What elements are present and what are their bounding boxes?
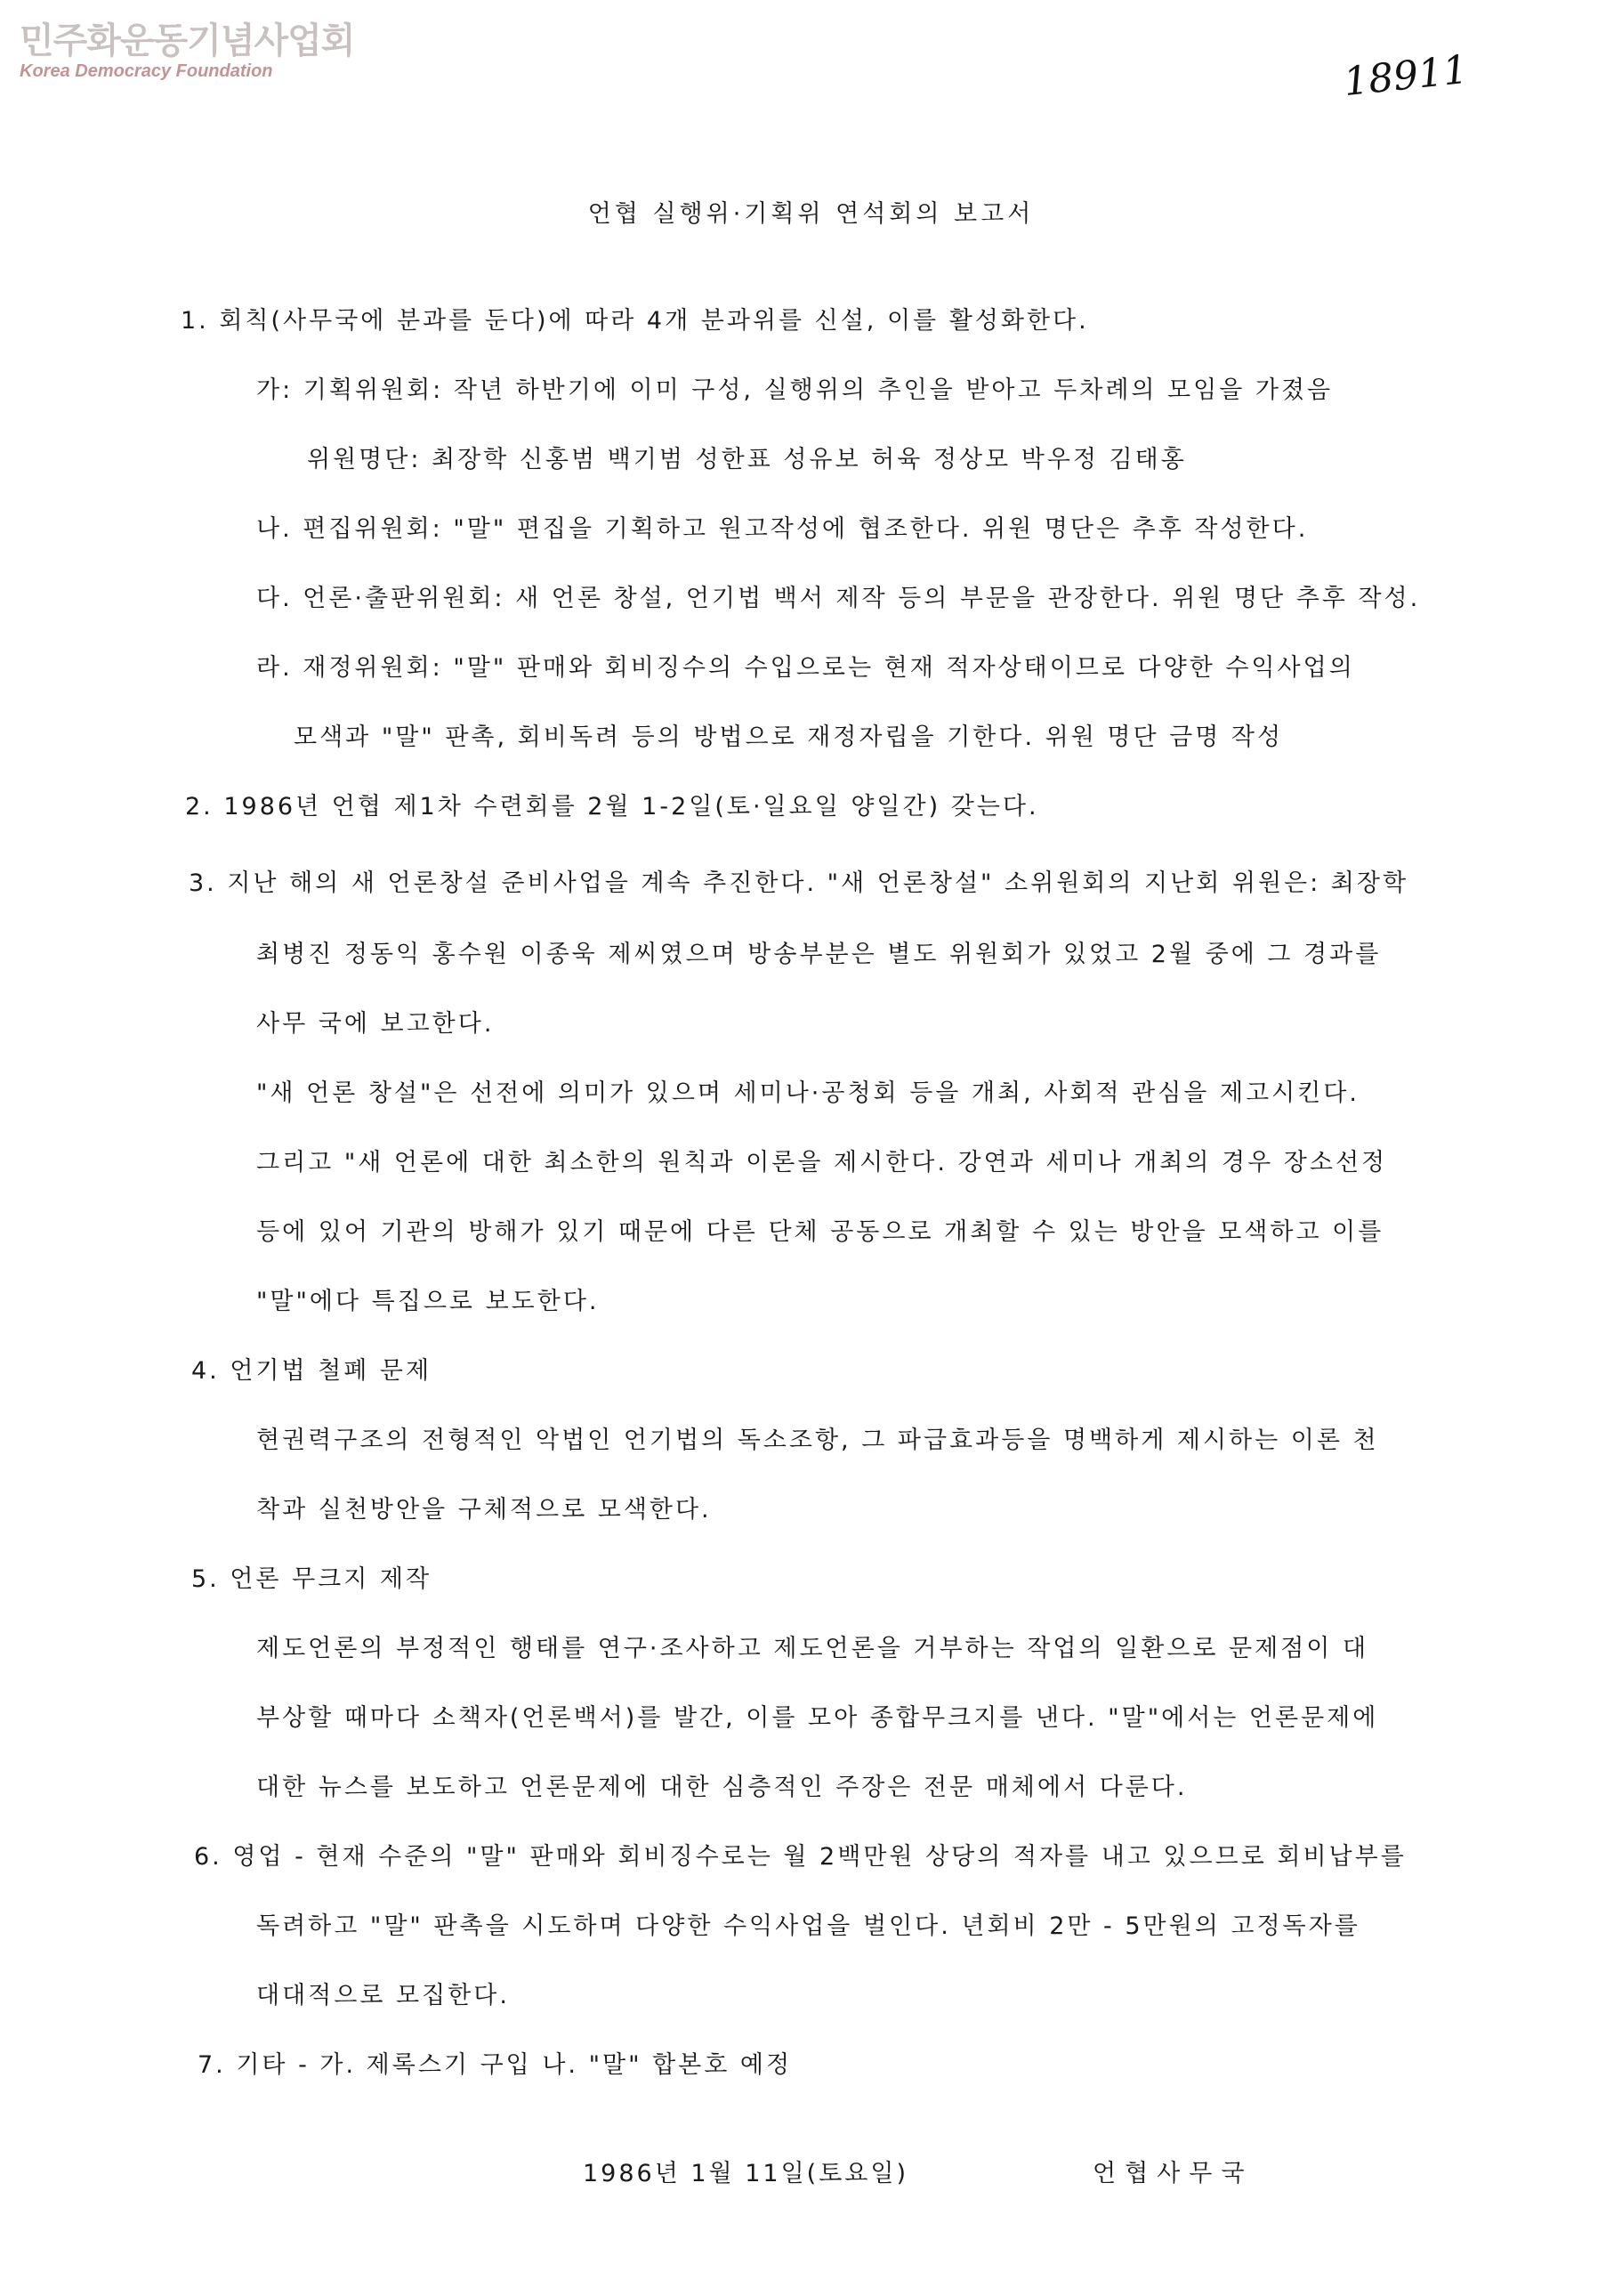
item-6-cont-1: 독려하고 "말" 판촉을 시도하며 다양한 수익사업을 벌인다. 년회비 2만 - 5만원의 고정독자를 xyxy=(256,1912,1360,1940)
item-2: 2. 1986년 언협 제1차 수련회를 2월 1-2일(토·일요일 양일간) 갖는다. xyxy=(185,793,1039,821)
item-1-na: 나. 편집위원회: "말" 편집을 기획하고 원고작성에 협조한다. 위원 명단은 추후 작성한다. xyxy=(256,515,1309,543)
watermark-english: Korea Democracy Foundation xyxy=(20,61,273,81)
item-5-cont-3: 대한 뉴스를 보도하고 언론문제에 대한 심층적인 주장은 전문 매체에서 다룬다. xyxy=(256,1774,1188,1801)
footer-organization: 언협사무국 xyxy=(1093,2160,1254,2187)
item-3: 3. 지난 해의 새 언론창설 준비사업을 계속 추진한다. "새 언론창설" 소위원회의 지난회 위원은: 최장학 xyxy=(189,869,1409,897)
item-3-para-1: "새 언론 창설"은 선전에 의미가 있으며 세미나·공청회 등을 개최, 사회적 관심을 제고시킨다. xyxy=(256,1079,1360,1107)
item-1-ga-members: 위원명단: 최장학 신홍범 백기범 성한표 성유보 허육 정상모 박우정 김태홍 xyxy=(307,446,1187,473)
document-number: 18911 xyxy=(1341,46,1471,106)
item-3-cont-1: 최병진 정동익 홍수원 이종욱 제씨였으며 방송부분은 별도 위원회가 있었고 2월 중에 그 경과를 xyxy=(256,941,1382,968)
item-1-ra: 라. 재정위원회: "말" 판매와 회비징수의 수입으로는 현재 적자상태이므로 다양한 수익사업의 xyxy=(256,654,1355,682)
item-1-ra-cont: 모색과 "말" 판촉, 회비독려 등의 방법으로 재정자립을 기한다. 위원 명단 금명 작성 xyxy=(294,724,1284,751)
item-4-cont-1: 현권력구조의 전형적인 악법인 언기법의 독소조항, 그 파급효과등을 명백하게 제시하는 이론 천 xyxy=(256,1427,1379,1454)
footer-date: 1986년 1월 11일(토요일) xyxy=(583,2160,908,2187)
document-title: 언협 실행위·기획위 연석회의 보고서 xyxy=(587,200,1035,228)
item-7: 7. 기타 - 가. 제록스기 구입 나. "말" 합본호 예정 xyxy=(198,2051,793,2079)
item-4-cont-2: 착과 실천방안을 구체적으로 모색한다. xyxy=(256,1496,712,1524)
item-1-da: 다. 언론·출판위원회: 새 언론 창설, 언기법 백서 제작 등의 부문을 관장한다. 위원 명단 추후 작성. xyxy=(256,585,1421,612)
item-3-para-2: 그리고 "새 언론에 대한 최소한의 원칙과 이론을 제시한다. 강연과 세미나 개최의 경우 장소선정 xyxy=(256,1149,1388,1176)
watermark-korean: 민주화운동기념사업회 xyxy=(20,20,355,61)
item-5-cont-2: 부상할 때마다 소책자(언론백서)를 발간, 이를 모아 종합무크지를 낸다. "말"에서는 언론문제에 xyxy=(256,1704,1379,1732)
item-1: 1. 회칙(사무국에 분과를 둔다)에 따라 4개 분과위를 신설, 이를 활성화한다. xyxy=(181,307,1089,335)
item-5-cont-1: 제도언론의 부정적인 행태를 연구·조사하고 제도언론을 거부하는 작업의 일환으로 문제점이 대 xyxy=(256,1635,1369,1662)
item-3-para-4: "말"에다 특집으로 보도한다. xyxy=(256,1288,600,1315)
item-3-cont-2: 사무 국에 보고한다. xyxy=(256,1010,495,1038)
item-6: 6. 영업 - 현재 수준의 "말" 판매와 회비징수로는 월 2백만원 상당의 적자를 내고 있으므로 회비납부를 xyxy=(194,1843,1407,1871)
item-5: 5. 언론 무크지 제작 xyxy=(191,1565,432,1593)
item-6-cont-2: 대대적으로 모집한다. xyxy=(256,1982,510,2009)
item-4: 4. 언기법 철폐 문제 xyxy=(191,1357,432,1385)
watermark-logo xyxy=(20,12,354,82)
item-3-para-3: 등에 있어 기관의 방해가 있기 때문에 다른 단체 공동으로 개최할 수 있는 방안을 모색하고 이를 xyxy=(256,1218,1384,1246)
item-1-ga: 가: 기획위원회: 작년 하반기에 이미 구성, 실행위의 추인을 받아고 두차례의 모임을 가졌음 xyxy=(256,376,1334,404)
